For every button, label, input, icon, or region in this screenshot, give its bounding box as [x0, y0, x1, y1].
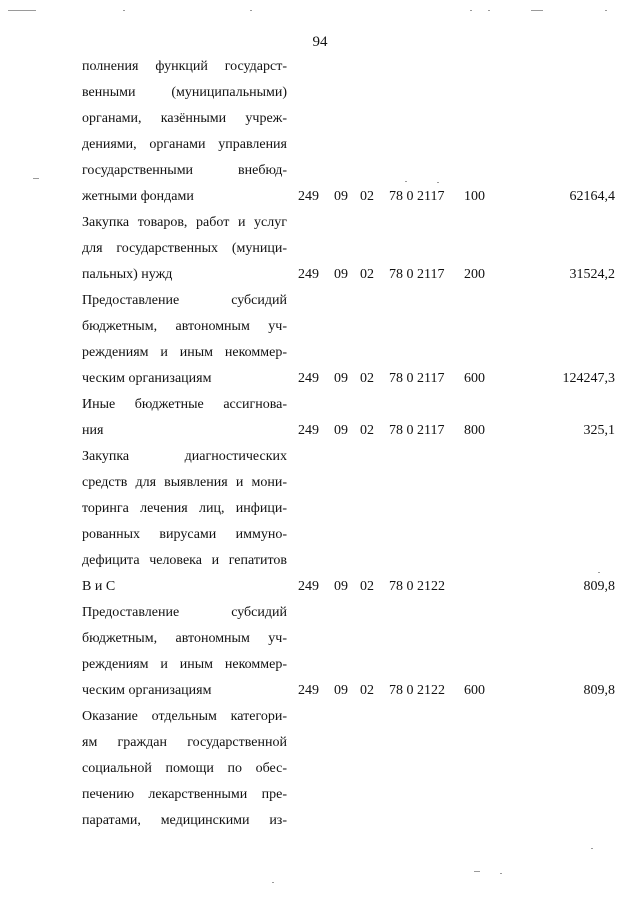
scan-speck	[500, 873, 502, 874]
description-line: ческим организациям	[82, 683, 212, 698]
section-code: 09	[334, 267, 348, 282]
description-line: жетными фондами	[82, 189, 194, 204]
description-line: рованных вирусами иммуно-	[82, 527, 287, 542]
ved-code: 249	[298, 267, 319, 282]
target-article-code: 78 0 2117	[389, 267, 445, 282]
row-description	[82, 210, 287, 288]
scan-speck	[405, 181, 407, 182]
target-article-code: 78 0 2117	[389, 371, 445, 386]
section-code: 09	[334, 189, 348, 204]
ved-code: 249	[298, 423, 319, 438]
description-line: социальной помощи по обес-	[82, 761, 287, 776]
description-line: торинга лечения лиц, инфици-	[82, 501, 287, 516]
section-code: 09	[334, 579, 348, 594]
description-line: дениями, органами управления	[82, 137, 287, 152]
scan-speck	[474, 871, 480, 872]
description-line: ям граждан государственной	[82, 735, 287, 750]
target-article-code: 78 0 2117	[389, 189, 445, 204]
row-description	[82, 600, 287, 704]
section-code: 09	[334, 371, 348, 386]
description-line: бюджетным, автономным уч-	[82, 319, 287, 334]
description-line: Иные бюджетные ассигнова-	[82, 397, 287, 412]
expense-type-code: 100	[464, 189, 485, 204]
scan-speck	[605, 10, 607, 11]
amount: 31524,2	[569, 267, 615, 282]
scan-speck	[8, 10, 36, 11]
subsection-code: 02	[360, 189, 374, 204]
description-line: пальных) нужд	[82, 267, 173, 282]
expense-type-code: 800	[464, 423, 485, 438]
scan-speck	[598, 572, 600, 573]
description-line: Закупка диагностических	[82, 449, 287, 464]
description-line: органами, казёнными учреж-	[82, 111, 287, 126]
subsection-code: 02	[360, 579, 374, 594]
description-line: реждениям и иным некоммер-	[82, 657, 287, 672]
target-article-code: 78 0 2117	[389, 423, 445, 438]
description-line: ческим организациям	[82, 371, 212, 386]
scan-speck	[123, 10, 125, 11]
row-description	[82, 392, 287, 444]
subsection-code: 02	[360, 683, 374, 698]
description-line: паратами, медицинскими из-	[82, 813, 287, 828]
scan-speck	[470, 10, 472, 11]
scan-speck	[272, 882, 274, 883]
amount: 62164,4	[569, 189, 615, 204]
description-line: Предоставление субсидий	[82, 293, 287, 308]
section-code: 09	[334, 423, 348, 438]
description-line: для государственных (муници-	[82, 241, 287, 256]
row-description	[82, 444, 287, 600]
scan-speck	[531, 10, 543, 11]
description-line: ния	[82, 423, 104, 438]
description-line: Оказание отдельным категори-	[82, 709, 287, 724]
amount: 809,8	[583, 579, 615, 594]
description-line: средств для выявления и мони-	[82, 475, 287, 490]
amount: 809,8	[583, 683, 615, 698]
target-article-code: 78 0 2122	[389, 579, 445, 594]
description-line: бюджетным, автономным уч-	[82, 631, 287, 646]
scan-speck	[437, 182, 439, 183]
description-line: В и С	[82, 579, 116, 594]
scan-speck	[250, 10, 252, 11]
ved-code: 249	[298, 683, 319, 698]
description-line: реждениям и иным некоммер-	[82, 345, 287, 360]
description-line: Закупка товаров, работ и услуг	[82, 215, 287, 230]
subsection-code: 02	[360, 267, 374, 282]
section-code: 09	[334, 683, 348, 698]
row-description	[82, 288, 287, 392]
amount: 325,1	[583, 423, 615, 438]
ved-code: 249	[298, 579, 319, 594]
target-article-code: 78 0 2122	[389, 683, 445, 698]
expense-type-code: 600	[464, 371, 485, 386]
amount: 124247,3	[562, 371, 615, 386]
page-number: 94	[312, 34, 328, 50]
ved-code: 249	[298, 371, 319, 386]
description-line: Предоставление субсидий	[82, 605, 287, 620]
subsection-code: 02	[360, 371, 374, 386]
row-description	[82, 54, 287, 210]
description-line: государственными внебюд-	[82, 163, 287, 178]
scan-speck	[591, 848, 593, 849]
description-line: дефицита человека и гепатитов	[82, 553, 287, 568]
description-line: венными (муниципальными)	[82, 85, 287, 100]
description-line: полнения функций государст-	[82, 59, 287, 74]
ved-code: 249	[298, 189, 319, 204]
subsection-code: 02	[360, 423, 374, 438]
expense-type-code: 600	[464, 683, 485, 698]
scan-speck	[33, 178, 39, 179]
scan-speck	[488, 10, 490, 11]
description-line: печению лекарственными пре-	[82, 787, 287, 802]
row-description	[82, 704, 287, 834]
expense-type-code: 200	[464, 267, 485, 282]
